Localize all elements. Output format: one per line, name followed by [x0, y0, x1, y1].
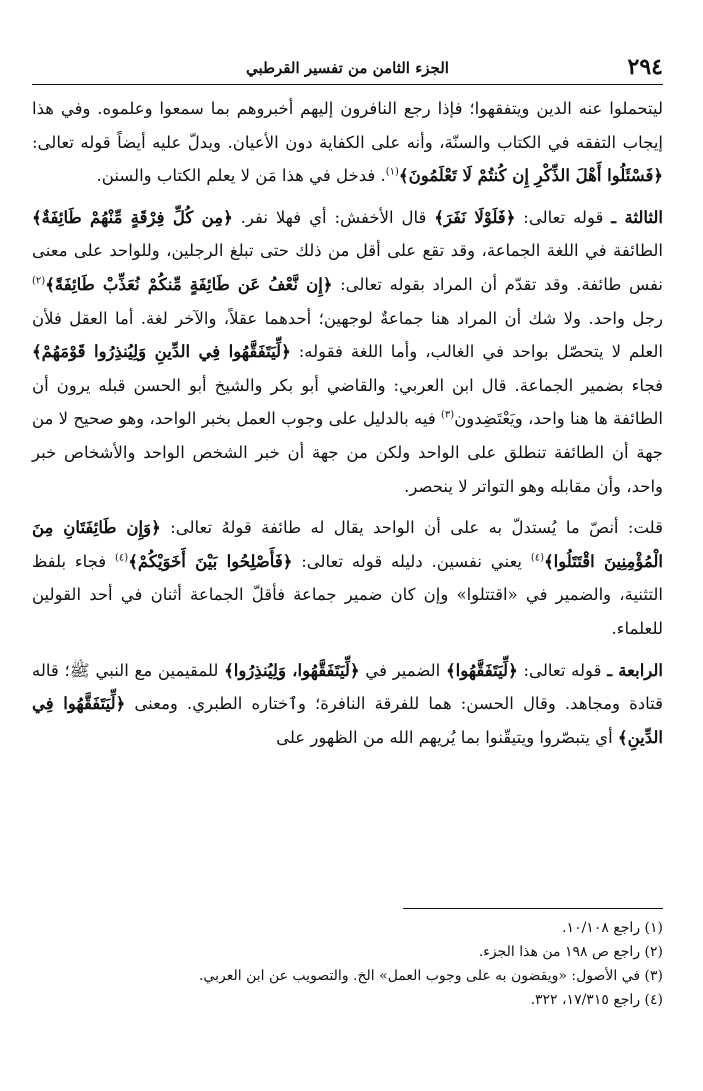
- footnotes: [32, 916, 663, 1012]
- footnote-ref: (٣): [441, 409, 455, 421]
- running-title: الجزء الثامن من تفسير القرطبي: [246, 59, 449, 77]
- quran-verse: ﴿إِن نَّعْفُ عَن طَائِفَةٍ مِّنكُمْ نُعَذِّبْ طَائِفَةً﴾: [45, 274, 333, 294]
- quran-verse: ﴿فَلَوْلَا نَفَرَ﴾: [434, 207, 516, 227]
- paragraph: ليتحملوا عنه الدين ويتفقهوا؛ فإذا رجع النافرون إليهم أخبروهم بما سمعوا وعلموه. وفي هذا إيجاب التفقه في الكتاب والسنّة، وأنه على الكفاية دون الأعيان. ويدلّ عليه أيضاً قوله تعالى: ﴿فَسْئَلُوا أَهْلَ الذِّكْرِ إِن كُنتُمْ لَا تَعْلَمُونَ﴾$^{(١)}$. فدخل في هذا مَن لا يعلم الكتاب والسنن.: [32, 99, 663, 186]
- quran-verse: ﴿لِّيَتَفَقَّهُوا﴾: [446, 660, 518, 680]
- page-header: [32, 52, 663, 85]
- quran-verse: ﴿فَأَصْلِحُوا بَيْنَ أَخَوَيْكُمْ﴾: [128, 551, 293, 571]
- footnote-ref: (٢): [32, 275, 46, 287]
- footnote-divider: [403, 908, 663, 909]
- footnote-ref: (٤): [530, 552, 544, 564]
- quran-verse: ﴿لِّيَتَفَقَّهُوا فِي الدِّينِ وَلِيُنذِرُوا قَوْمَهُمْ﴾: [32, 342, 291, 362]
- footnote: (١) راجع ١٠/١٠٨.: [562, 920, 663, 936]
- quran-verse: ﴿فَسْئَلُوا أَهْلَ الذِّكْرِ إِن كُنتُمْ لَا تَعْلَمُونَ﴾: [398, 166, 663, 186]
- quran-verse: ﴿وَإِن طَائِفَتَانِ مِنَ الْمُؤْمِنِينَ اقْتَتَلُوا﴾: [32, 518, 663, 571]
- footnote: (٢) راجع ص ١٩٨ من هذا الجزء.: [478, 944, 663, 960]
- section-heading: الثالثة ـ: [611, 207, 663, 227]
- quran-verse: ﴿لِّيَتَفَقَّهُوا فِي الدِّينِ﴾: [32, 694, 663, 747]
- page-number: ٢٩٤: [627, 54, 663, 80]
- quran-verse: ﴿لِّيَتَفَقَّهُوا، وَلِيُنذِرُوا﴾: [224, 660, 360, 680]
- paragraph: قلت: أنصّ ما يُستدلّ به على أن الواحد يقال له طائفة قولهُ تعالى: ﴿وَإِن طَائِفَتَانِ مِنَ الْمُؤْمِنِينَ اقْتَتَلُوا﴾$^{(٤)}$ يعني نفسين. دليله قوله تعالى: ﴿فَأَصْلِحُوا بَيْنَ أَخَوَيْكُمْ﴾$^{(٤)}$ فجاء بلفظ التثنية، والضمير في «اقتتلوا» وإن كان ضمير جماعة فأقلّ الجماعة أثنان في أحد القولين للعلماء.: [32, 518, 664, 638]
- footnote: (٣) في الأصول: «ويقضون به على وجوب العمل» الخ. والتصويب عن ابن العربي.: [198, 968, 663, 984]
- footnote: (٤) راجع ١٧/٣١٥، ٣٢٢.: [530, 992, 663, 1008]
- paragraph: الثالثة ـ قوله تعالى: ﴿فَلَوْلَا نَفَرَ﴾ قال الأخفش: أي فهلا نفر. ﴿مِن كُلِّ فِرْقَةٍ مِّنْهُمْ طَائِفَةٌ﴾ الطائفة في اللغة الجماعة، وقد تقع على أقل من ذلك حتى تبلغ الرجلين، وللواحد على معنى نفس طائفة. وقد تقدّم أن المراد بقوله تعالى: ﴿إِن نَّعْفُ عَن طَائِفَةٍ مِّنكُمْ نُعَذِّبْ طَائِفَةً﴾$^{(٢)}$ رجل واحد. ولا شك أن المراد هنا جماعةٌ لوجهين؛ أحدهما عقلاً، والآخر لغة. أما العقل فلأن العلم لا يتحصّل بواحد في الغالب، وأما اللغة فقوله: ﴿لِّيَتَفَقَّهُوا فِي الدِّينِ وَلِيُنذِرُوا قَوْمَهُمْ﴾ فجاء بضمير الجماعة. قال ابن العربي: والقاضي أبو بكر والشيخ أبو الحسن قبله يرون أن الطائفة ها هنا واحد، ويَعْتَضِدون$^{(٣)}$ فيه بالدليل على وجوب العمل بخبر الواحد، وهو صحيح لا من جهة أن الطائفة تنطلق على الواحد ولكن من جهة أن خبر الشخص الواحد والأشخاص خبر واحد، وأن مقابله وهو التواتر لا ينحصر.: [32, 207, 663, 496]
- quran-verse: ﴿مِن كُلِّ فِرْقَةٍ مِّنْهُمْ طَائِفَةٌ﴾: [32, 207, 233, 227]
- footnote-ref: (١): [385, 166, 399, 178]
- footnote-ref: (٤): [115, 552, 129, 564]
- paragraph: الرابعة ـ قوله تعالى: ﴿لِّيَتَفَقَّهُوا﴾ الضمير في ﴿لِّيَتَفَقَّهُوا، وَلِيُنذِرُوا﴾ للمقيمين مع النبي ﷺ؛ قاله قتادة ومجاهد. وقال الحسن: هما للفرقة النافرة؛ وٱختاره الطبري. ومعنى ﴿لِّيَتَفَقَّهُوا فِي الدِّينِ﴾ أي يتبصّروا ويتيقّنوا بما يُريهم الله من الظهور على: [32, 660, 664, 747]
- section-heading: الرابعة ـ: [607, 660, 664, 680]
- main-text: [32, 92, 663, 754]
